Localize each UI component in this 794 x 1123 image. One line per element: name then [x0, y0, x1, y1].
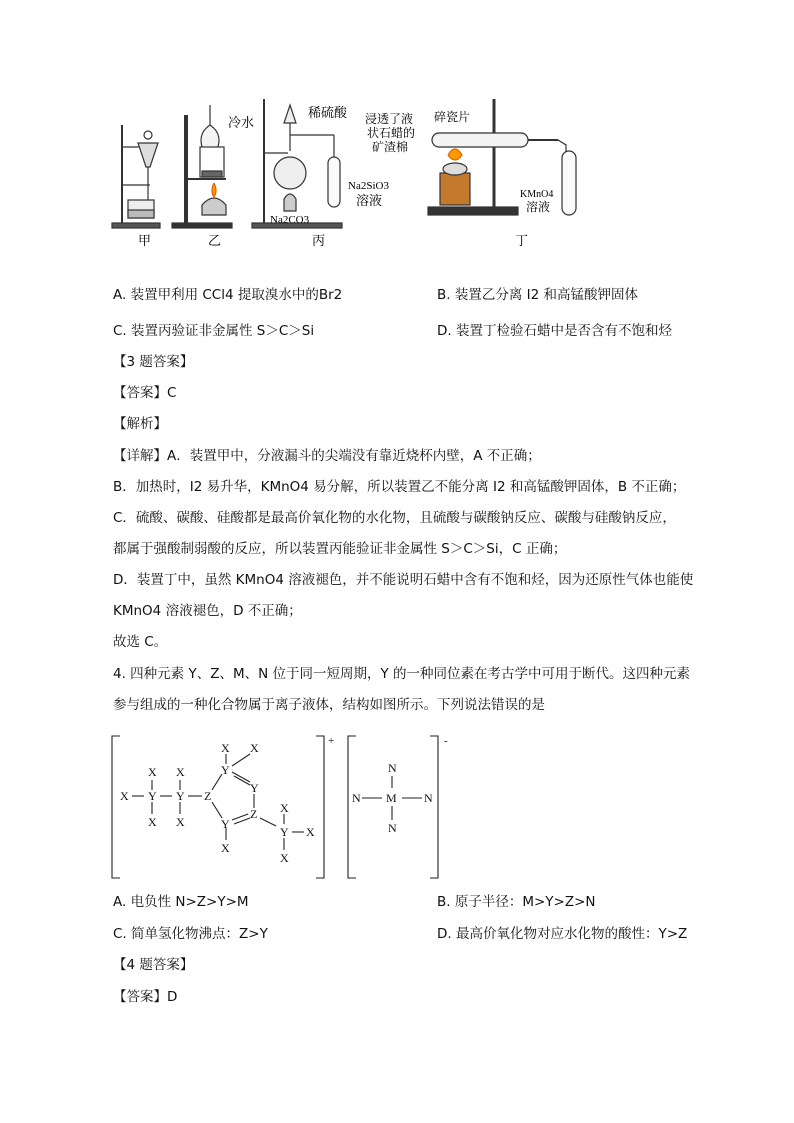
atom-x: X: [280, 851, 289, 865]
structure-svg: [108, 732, 488, 882]
atom-n: N: [388, 821, 397, 835]
atom-y: Y: [221, 817, 230, 831]
atom-y: Y: [280, 825, 289, 839]
label-cold-water: 冷水: [228, 115, 255, 130]
q4-option-a: A. 电负性 N>Z>Y>M: [113, 894, 249, 910]
atom-n: N: [424, 791, 433, 805]
q3-option-c: C. 装置丙验证非金属性 S＞C＞Si: [113, 323, 315, 339]
q3-detail-line: 【详解】A．装置甲中，分液漏斗的尖端没有靠近烧杯内壁，A 不正确；: [113, 448, 541, 464]
atom-x: X: [221, 741, 230, 755]
q3-option-a: A. 装置甲利用 CCl4 提取溴水中的Br2: [113, 287, 343, 303]
label-bing: 丙: [312, 233, 326, 248]
q4-option-b: B. 原子半径：M>Y>Z>N: [437, 894, 596, 910]
anion-charge: -: [444, 735, 448, 747]
label-na2sio3-solution: 溶液: [356, 193, 383, 208]
q4-answer-header: 【4 题答案】: [113, 957, 194, 973]
atom-x: X: [250, 741, 259, 755]
apparatus-yi: [172, 105, 232, 228]
apparatus-svg: [110, 95, 610, 250]
atom-z: Z: [250, 807, 258, 821]
atom-y: Y: [221, 763, 230, 777]
q3-detail-line: D．装置丁中，虽然 KMnO4 溶液褪色，并不能说明石蜡中含有不饱和烃，因为还原性气体也能使: [113, 572, 694, 588]
q3-detail-line: C．硫酸、碳酸、硅酸都是最高价氧化物的水化物，且硫酸与碳酸钠反应、碳酸与硅酸钠反应，: [113, 510, 676, 526]
label-porcelain: 碎瓷片: [434, 110, 471, 124]
q3-analysis-header: 【解析】: [113, 416, 167, 432]
label-na2co3: Na2CO3: [270, 214, 310, 226]
q4-stem-line: 4. 四种元素 Y、Z、M、N 位于同一短周期，Y 的一种同位素在考古学中可用于断代。这四种元素: [113, 666, 691, 682]
q3-detail-line: 都属于强酸制弱酸的反应，所以装置丙能验证非金属性 S＞C＞Si，C 正确；: [113, 541, 567, 557]
q4-option-c: C. 简单氢化物沸点：Z>Y: [113, 926, 268, 942]
q3-option-d: D. 装置丁检验石蜡中是否含有不饱和烃: [437, 323, 672, 339]
atom-x: X: [176, 815, 185, 829]
q3-detail-line: 故选 C。: [113, 634, 168, 650]
label-kmno4-solution: 溶液: [526, 200, 551, 214]
q4-answer: 【答案】D: [113, 989, 178, 1005]
label-ding: 丁: [515, 233, 529, 248]
atom-z: Z: [204, 789, 212, 803]
atom-x: X: [120, 789, 129, 803]
atom-m: M: [386, 791, 397, 805]
q3-answer: 【答案】C: [113, 385, 177, 401]
atom-n: N: [352, 791, 361, 805]
atom-y: Y: [250, 781, 259, 795]
ionic-liquid-structure: [108, 732, 488, 882]
label-jia: 甲: [138, 233, 152, 248]
q3-answer-header: 【3 题答案】: [113, 354, 194, 370]
atom-y: Y: [176, 789, 185, 803]
cation-charge: +: [328, 735, 335, 747]
apparatus-figure: [110, 95, 610, 250]
atom-x: X: [148, 765, 157, 779]
atom-x: X: [148, 815, 157, 829]
label-soaked-1: 浸透了液: [365, 112, 414, 126]
atom-x: X: [280, 801, 289, 815]
q3-detail-line: KMnO4 溶液褪色，D 不正确；: [113, 603, 302, 619]
q3-option-b: B. 装置乙分离 I2 和高锰酸钾固体: [437, 287, 638, 303]
atom-n: N: [388, 761, 397, 775]
label-yi: 乙: [208, 233, 222, 248]
label-na2sio3: Na2SiO3: [348, 180, 389, 192]
label-soaked-3: 矿渣棉: [372, 140, 409, 154]
label-dilute-h2so4: 稀硫酸: [308, 105, 348, 120]
q4-stem-line: 参与组成的一种化合物属于离子液体，结构如图所示。下列说法错误的是: [113, 697, 545, 713]
apparatus-jia: [112, 125, 160, 228]
q3-detail-line: B．加热时，I2 易升华，KMnO4 易分解，所以装置乙不能分离 I2 和高锰酸钾固体，B 不正确；: [113, 479, 686, 495]
atom-x: X: [176, 765, 185, 779]
label-soaked-2: 状石蜡的: [367, 126, 416, 140]
label-kmno4: KMnO4: [520, 189, 554, 200]
atom-x: X: [221, 841, 230, 855]
atom-y: Y: [148, 789, 157, 803]
q4-option-d: D. 最高价氧化物对应水化物的酸性：Y>Z: [437, 926, 688, 942]
atom-x: X: [306, 825, 315, 839]
